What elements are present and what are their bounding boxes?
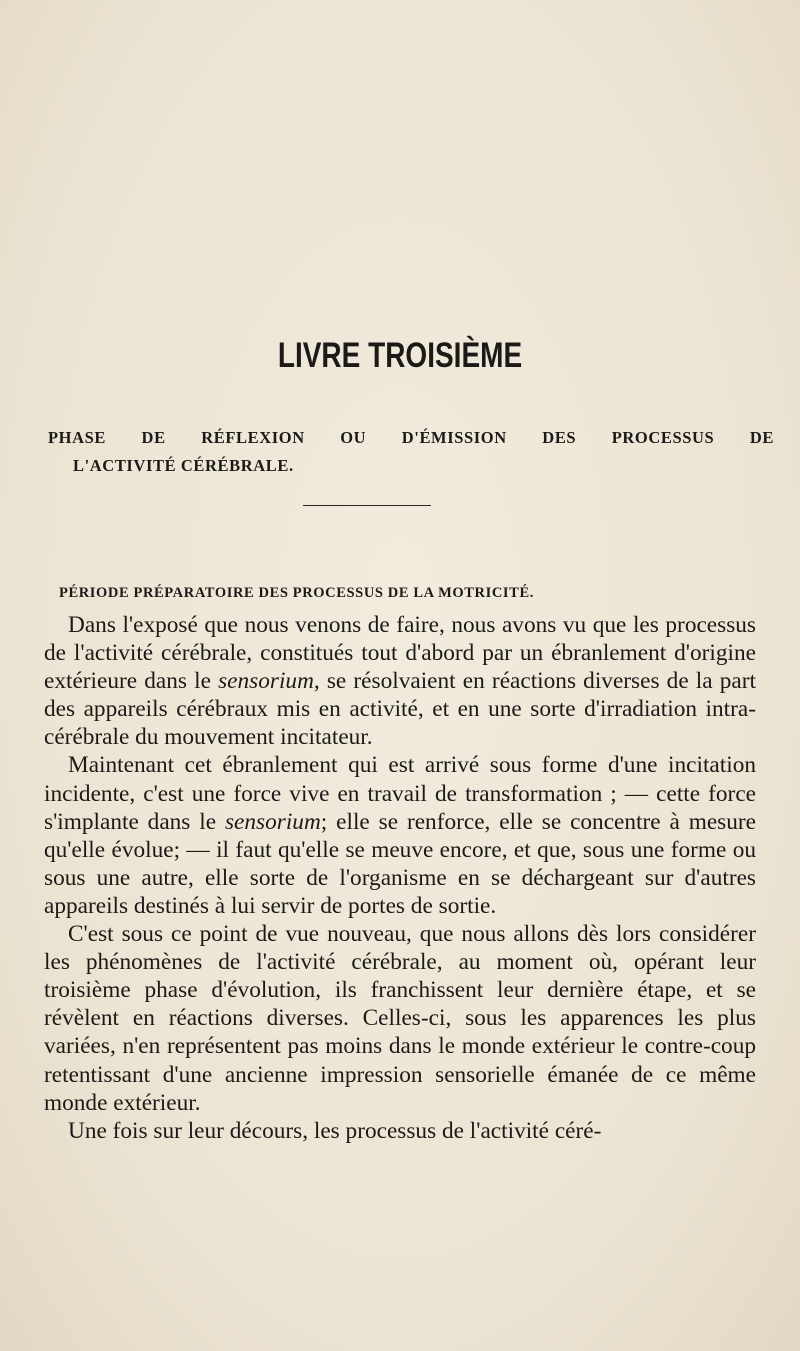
paragraph-1-italic-term: sensorium bbox=[218, 668, 314, 695]
paragraph-2-text-a: Maintenant cet ébranlement qui est arrivé sous forme d'une incitation incidente, c'est une force vive en travail de transformation ; — cette force s'implante dans le bbox=[44, 752, 756, 835]
paragraph-2-text-b: ; elle se renforce, elle se concentre à mesure qu'elle évolue; — il faut qu'elle se meuve encore, et que, sous une forme ou sous une autre, elle sorte de l'organisme en se déchargeant sur d'autres appareils destinés à lui servir de portes de sortie. bbox=[44, 808, 756, 919]
paragraph-1 bbox=[44, 611, 756, 751]
paragraph-2-italic-term: sensorium bbox=[224, 808, 321, 835]
period-heading: PÉRIODE PRÉPARATOIRE DES PROCESSUS DE LA MOTRICITÉ. bbox=[59, 585, 534, 601]
book-title: LIVRE TROISIÈME bbox=[277, 336, 523, 375]
paragraph-1-text-a: Dans l'exposé que nous venons de faire, nous avons vu que les processus de l'activité cérébrale, constitués tout d'abord par un ébranlement d'origine extérieure dans le bbox=[44, 612, 756, 695]
body-text bbox=[44, 611, 756, 1145]
phase-heading-line-2: L'ACTIVITÉ CÉRÉBRALE. bbox=[73, 456, 294, 475]
section-divider bbox=[303, 505, 431, 506]
paragraph-4: Une fois sur leur décours, les processus de l'activité céré- bbox=[68, 1117, 602, 1144]
paragraph-2 bbox=[44, 751, 756, 920]
paragraph-3: C'est sous ce point de vue nouveau, que nous allons dès lors considérer les phénomènes de l'activité cérébrale, au moment où, opérant leur troisième phase d'évolution, ils franchissent leur dernière étape, et se révèlent en réactions diverses. Celles-ci, sous les apparences les plus variées, n'en représentent pas moins dans le monde extérieur le contre-coup retentissant d'une ancienne impression sensorielle émanée de ce même monde extérieur. bbox=[44, 921, 756, 1116]
phase-heading bbox=[40, 424, 780, 480]
paragraph-1-text-b: , se résolvaient en réactions diverses de la part des appareils cérébraux mis en activité, et en une sorte d'irradiation intra-cérébrale du mouvement incitateur. bbox=[44, 668, 756, 751]
phase-heading-line-1: PHASE DE RÉFLEXION OU D'ÉMISSION DES PROCESSUS DE bbox=[48, 428, 774, 447]
